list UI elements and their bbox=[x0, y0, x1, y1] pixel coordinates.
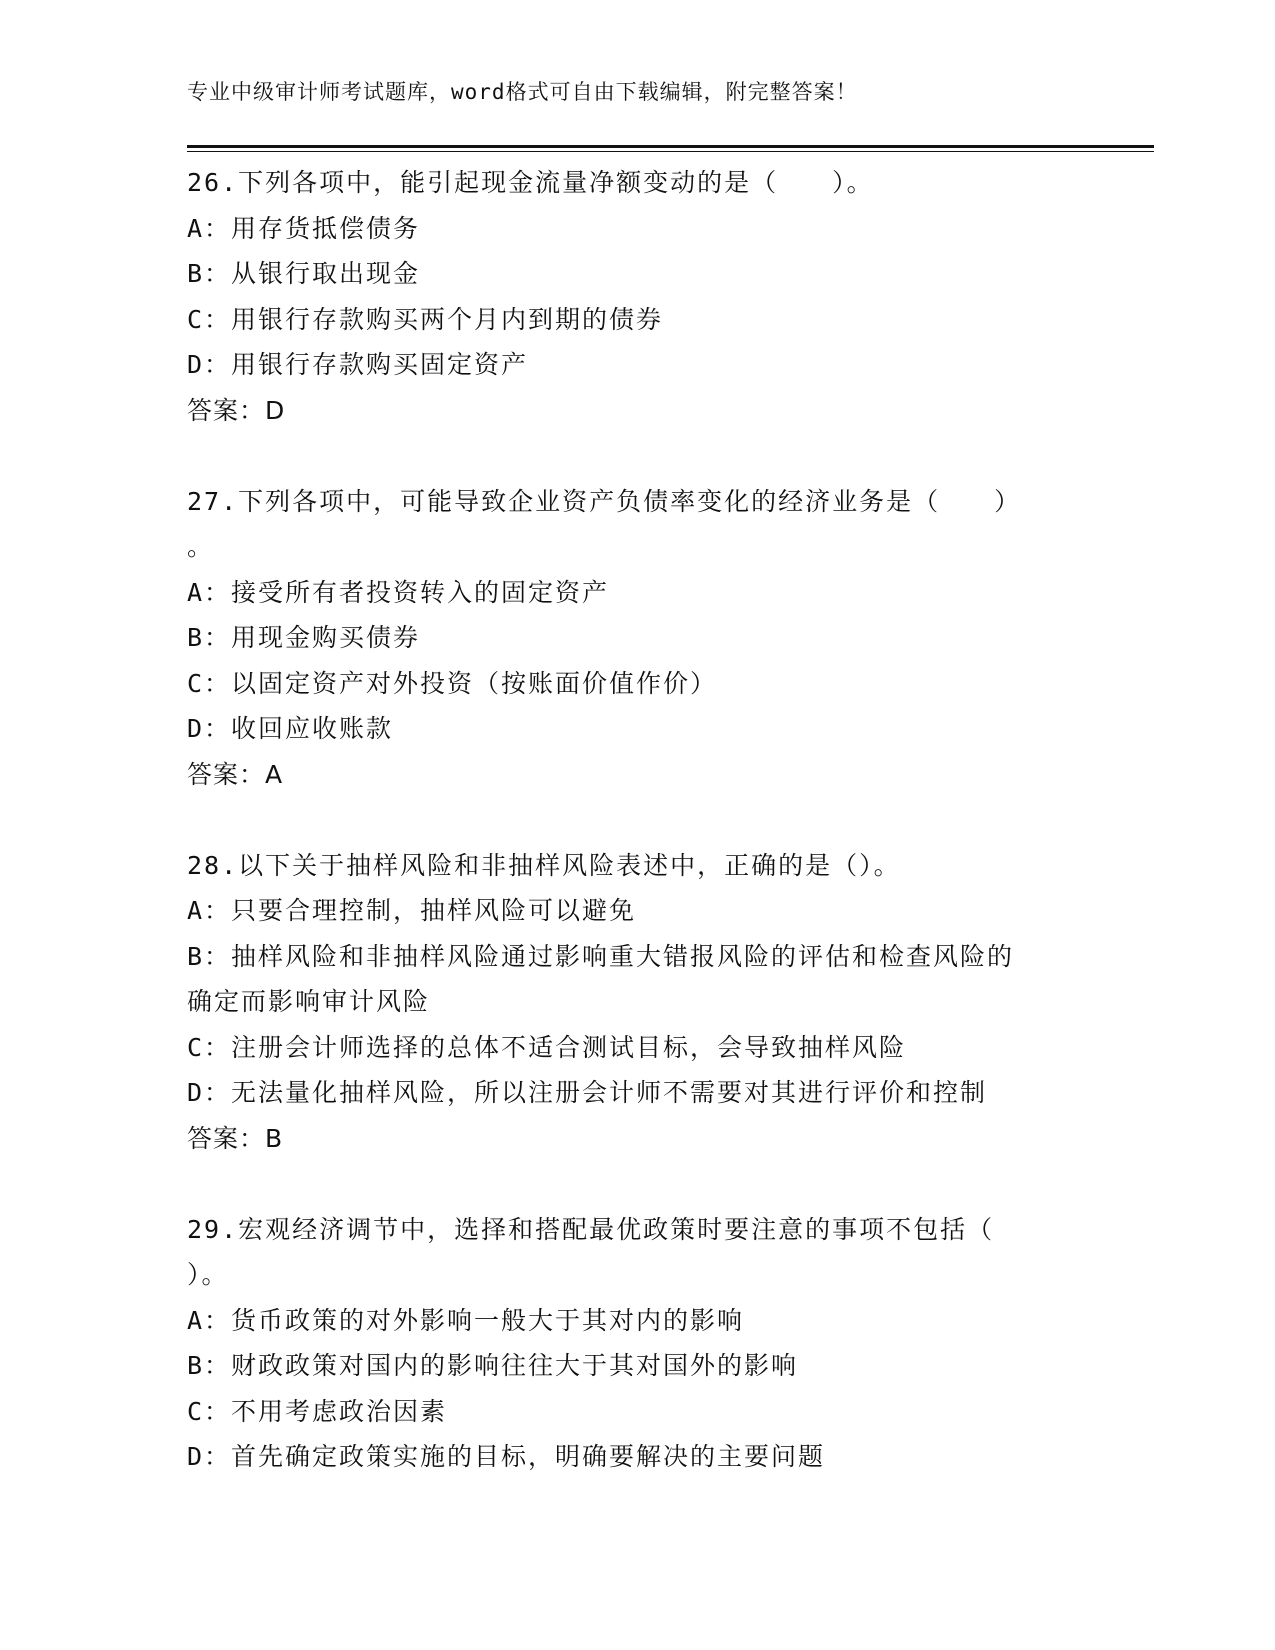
option-d: D：收回应收账款 bbox=[187, 714, 394, 743]
question-stem: 27.下列各项中，可能导致企业资产负债率变化的经济业务是（ ） bbox=[187, 486, 1022, 516]
option-a: A：接受所有者投资转入的固定资产 bbox=[187, 577, 610, 607]
question-stem: 26.下列各项中，能引起现金流量净额变动的是（ ）。 bbox=[187, 168, 874, 197]
option-b: B：从银行取出现金 bbox=[187, 259, 421, 288]
option-d: D：首先确定政策实施的目标，明确要解决的主要问题 bbox=[187, 1442, 826, 1471]
spacer bbox=[187, 433, 1087, 479]
option-c: C：以固定资产对外投资（按账面价值作价） bbox=[187, 668, 718, 698]
page-header: 专业中级审计师考试题库，word格式可自由下载编辑，附完整答案！ bbox=[187, 80, 858, 104]
option-c: C：注册会计师选择的总体不适合测试目标，会导致抽样风险 bbox=[187, 1032, 907, 1062]
answer: 答案：D bbox=[187, 395, 286, 425]
question-list bbox=[187, 160, 1087, 1480]
question-28 bbox=[187, 843, 1087, 1162]
question-stem-continued: ）。 bbox=[187, 1260, 229, 1289]
question-stem: 28.以下关于抽样风险和非抽样风险表述中，正确的是（）。 bbox=[187, 850, 901, 880]
option-a: A：只要合理控制，抽样风险可以避免 bbox=[187, 896, 637, 925]
option-d: D：无法量化抽样风险，所以注册会计师不需要对其进行评价和控制 bbox=[187, 1078, 988, 1107]
question-26 bbox=[187, 160, 1087, 433]
spacer bbox=[187, 797, 1087, 843]
option-b: B：财政政策对国内的影响往往大于其对国外的影响 bbox=[187, 1351, 799, 1380]
answer: 答案：B bbox=[187, 1123, 284, 1153]
option-d: D：用银行存款购买固定资产 bbox=[187, 350, 529, 379]
option-b: B：用现金购买债券 bbox=[187, 623, 421, 652]
question-stem-continued: 。 bbox=[187, 532, 215, 561]
option-b-continued: 确定而影响审计风险 bbox=[187, 987, 431, 1016]
answer: 答案：A bbox=[187, 759, 284, 789]
option-a: A：货币政策的对外影响一般大于其对内的影响 bbox=[187, 1305, 745, 1335]
option-c: C：用银行存款购买两个月内到期的债券 bbox=[187, 304, 664, 334]
spacer bbox=[187, 1161, 1087, 1207]
question-stem: 29.宏观经济调节中，选择和搭配最优政策时要注意的事项不包括（ bbox=[187, 1214, 995, 1244]
question-27 bbox=[187, 479, 1087, 798]
header-rule-thick bbox=[187, 145, 1154, 148]
option-a: A：用存货抵偿债务 bbox=[187, 213, 421, 243]
question-29 bbox=[187, 1207, 1087, 1480]
header-rule-thin bbox=[187, 151, 1154, 152]
option-b: B：抽样风险和非抽样风险通过影响重大错报风险的评估和检查风险的 bbox=[187, 941, 1015, 971]
option-c: C：不用考虑政治因素 bbox=[187, 1396, 448, 1426]
